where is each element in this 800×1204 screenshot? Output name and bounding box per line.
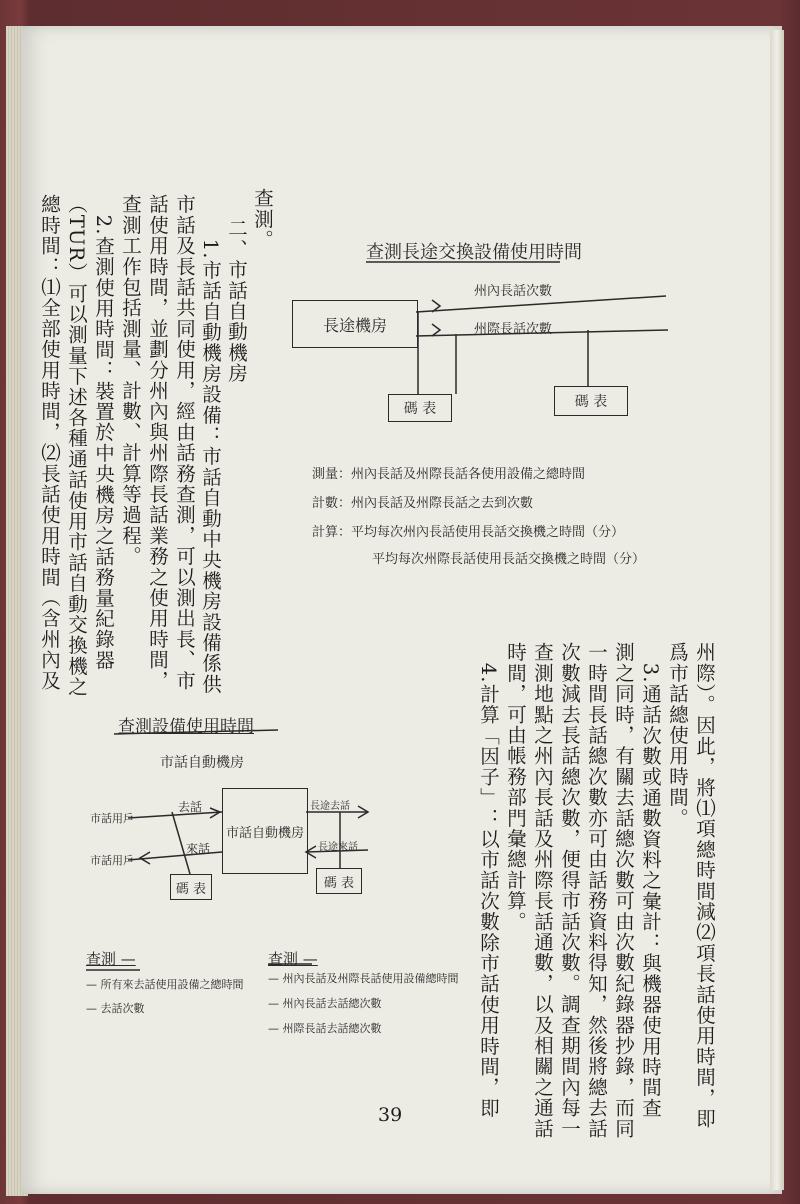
bottom-meter-right-box: 碼 表 [316,868,362,894]
right-text-column-6: 次數減去長話總次數，便得市話次數。調查期間內每一 [558,642,581,1139]
bottom-meter-link-left [172,812,190,874]
legend-right-item-2: — 州內長話去話總次數 [268,997,382,1010]
interstate-line [416,330,668,336]
bottom-diagram-title: 查測設備使用時間 [118,717,254,737]
subscriber-label-2: 市話用戶 [90,854,134,867]
calc-note-1: 計算：平均每次州內長話使用長話交換機之時間（分） [312,525,625,540]
right-text-column-2: 爲市話總使用時間。 [666,642,689,829]
text-column-9: 總時間：⑴全部使用時間，⑵長話使用時間（含州內及 [38,194,61,691]
local-office-box: 市話自動機房 [222,788,308,874]
measure-note: 測量：州內長話及州際長話各使用設備之總時間 [312,467,586,482]
long-in-line [306,850,368,852]
right-text-column-4: 測之同時，有關去話總次數可由次數紀錄器抄錄，而同 [612,642,635,1139]
bottom-diagram-subtitle: 市話自動機房 [160,755,244,771]
page-number: 39 [378,1104,403,1126]
legend-left-item-2: — 去話次數 [86,1002,145,1015]
long-outgoing-label: 長途去話 [310,801,350,812]
top-diagram-title: 查測長途交換設備使用時間 [366,242,582,263]
long-distance-office-box: 長途機房 [292,300,418,348]
incoming-label: 來話 [186,842,211,856]
arrow-top-2 [432,324,440,336]
right-text-column-8: 時間，可由帳務部門彙總計算。 [504,642,527,932]
legend-right-item-1: — 州內長話及州際長話使用設備總時間 [268,972,459,985]
legend-left-item-1: — 所有來去話使用設備之總時間 [86,978,244,991]
intrastate-calls-label: 州內長話次數 [474,284,553,299]
text-column-4: 市話及長話共同使用，經由話務查測，可以測出長、市 [173,194,196,691]
text-column-7: 2.查測使用時間：裝置於中央機房之話務量紀錄器 [92,194,115,671]
intrastate-line [416,296,666,312]
legend-left-title: 查測 — [86,950,136,968]
right-text-column-7: 查測地點之州內長話及州際長話通數，以及相關之通話 [531,642,554,1139]
interstate-calls-label: 州際長話次數 [474,322,553,337]
meter-right-box: 碼 表 [554,386,628,416]
meter-left-box: 碼 表 [388,394,452,422]
outgoing-label: 去話 [178,800,203,814]
right-text-column-3: 3.通話次數或通數資料之彙計：與機器使用時間查 [639,642,662,1119]
bottom-title-underline [114,730,278,734]
text-column-8: （TUR）可以測量下述各種通話使用市話自動交換機之 [65,194,88,698]
subscriber-out-line [128,812,222,818]
right-text-column-1: 州際）。因此，將⑴項總時間減⑵項長話使用時間，即 [693,642,716,1130]
count-note: 計數：州內長話及州際長話之去到次數 [312,496,534,511]
right-text-column-5: 一時間長話總次數亦可由話務資料得知，然後將總去話 [585,642,608,1139]
subscriber-label-1: 市話用戶 [90,812,134,825]
text-column-1: 查測。 [251,188,274,251]
text-column-6: 查測工作包括測量、計數、計算等過程。 [119,194,142,567]
legend-right-title: 查測 — [268,950,318,968]
right-text-column-9: 4.計算「因子」：以市話次數除市話使用時間，即 [477,642,500,1119]
legend-right-item-3: — 州際長話去話總次數 [268,1022,382,1035]
text-column-3: 1.市話自動機房設備：市話自動中央機房設備係供 [199,218,222,695]
text-column-2: 二、市話自動機房 [225,218,248,384]
calc-note-2: 平均每次州際長話使用長話交換機之時間（分） [372,552,646,567]
long-incoming-label: 長途來話 [318,842,358,853]
bottom-meter-left-box: 碼 表 [170,874,212,900]
text-column-5: 話使用時間，並劃分州內與州際長話業務之使用時間， [146,194,169,691]
